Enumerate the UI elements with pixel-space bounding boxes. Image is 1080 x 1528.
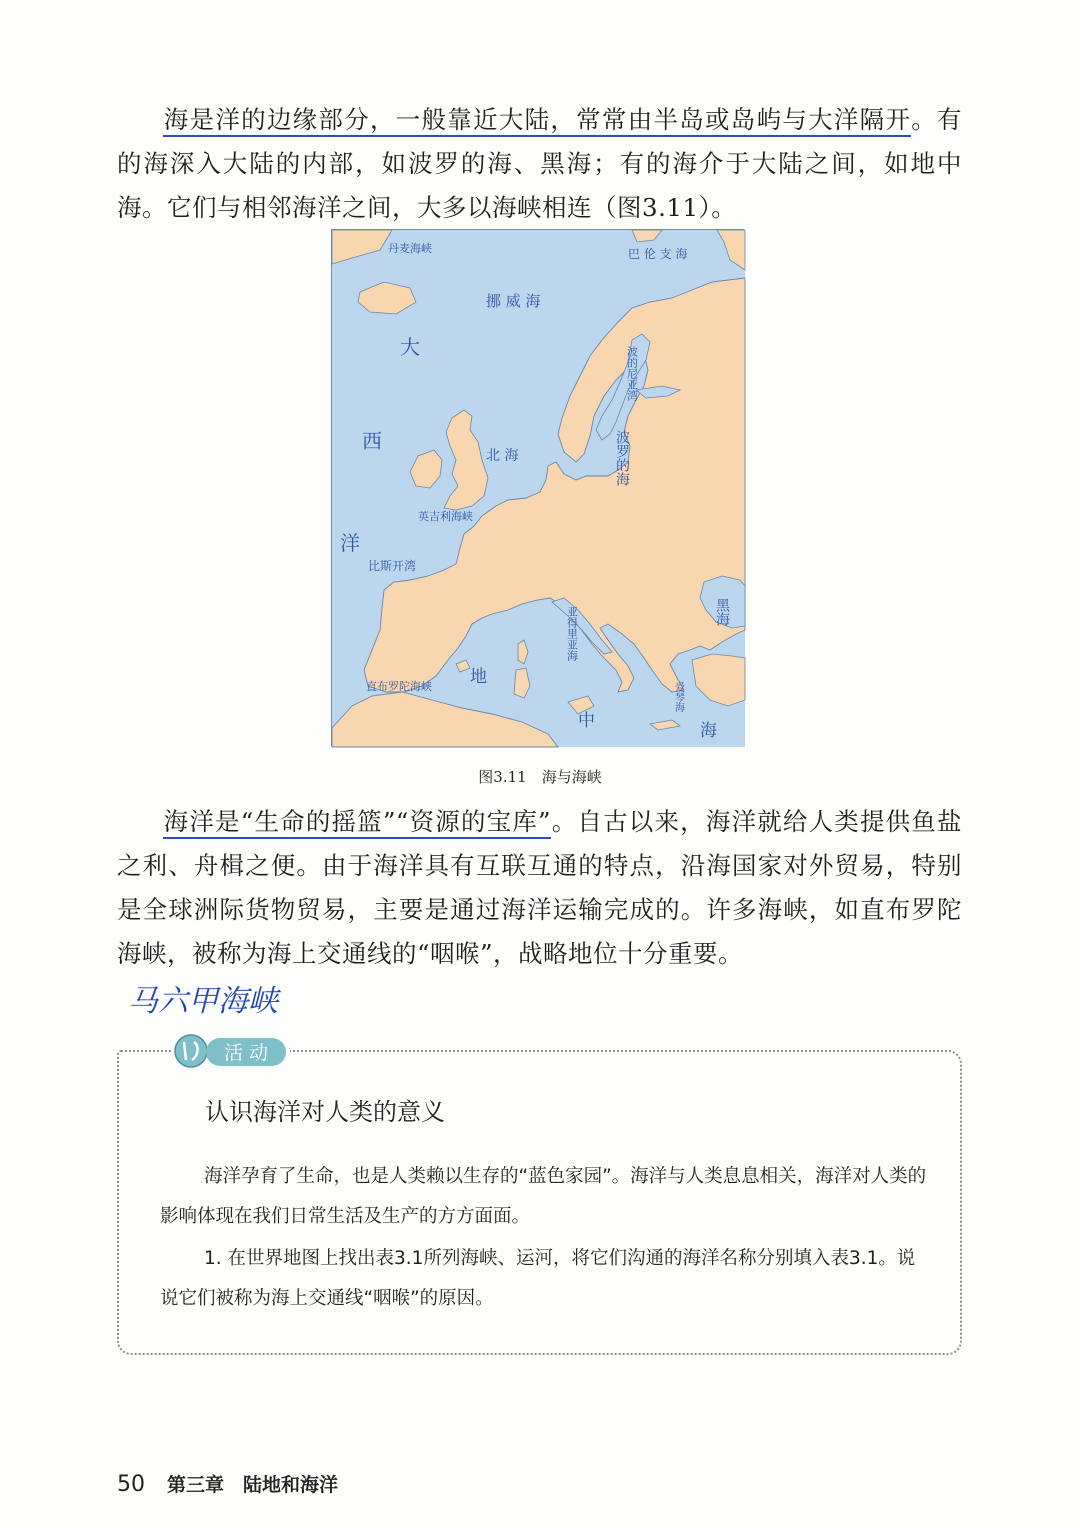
page-footer [117, 1470, 338, 1497]
map-label-north-sea: 北 海 [486, 448, 519, 464]
handwritten-text: 马六甲海峡 [128, 984, 278, 1019]
map-label-english-channel: 英吉利海峡 [418, 510, 473, 523]
paragraph-text: 。自古以来，海洋就给人类提供鱼盐之利、舟楫之便。由于海洋具有互联互通的特点，沿海国家对外贸易，特别是全球洲际货物贸易，主要是通过海洋运输完成的。许多海峡，如直布罗陀海峡，被称为海上交通线的“咽喉”，战略地位十分重要。 [117, 807, 962, 968]
page-number: 50 [117, 1472, 145, 1497]
map-label-denmark-strait: 丹麦海峡 [388, 242, 432, 255]
map-label-gulf-of-bothnia: 波的尼亚湾 [625, 346, 639, 401]
chapter-title: 第三章 陆地和海洋 [167, 1474, 339, 1496]
map-label-bay-of-biscay: 比斯开湾 [368, 559, 417, 573]
activity-badge-label: 活 动 [223, 1042, 269, 1064]
map-label-atlantic-da: 大 [400, 335, 420, 359]
map-label-strait-of-gibraltar: 直布罗陀海峡 [366, 680, 432, 693]
paragraph-sea-definition [117, 98, 962, 230]
activity-paragraph-1-text: 海洋孕育了生命，也是人类赖以生存的“蓝色家园”。海洋与人类息息相关，海洋对人类的影响体现在我们日常生活及生产的方方面面。 [160, 1166, 927, 1227]
activity-paragraph-1 [160, 1157, 928, 1237]
map-label-barents-sea: 巴 伦 支 海 [628, 247, 688, 261]
paragraph-text: 。有的海深入大陆的内部，如波罗的海、黑海；有的海介于大陆之间，如地中海。它们与相邻海洋之间，大多以海峡相连（图3.11）。 [117, 105, 963, 222]
activity-paragraph-2 [160, 1239, 928, 1319]
map-label-aegean-sea: 爱琴海 [672, 682, 684, 712]
figure-caption: 图3.11 海与海峡 [478, 768, 602, 786]
map-label-atlantic-xi: 西 [362, 429, 382, 453]
activity-title: 认识海洋对人类的意义 [205, 1098, 445, 1126]
map-label-med-hai: 海 [700, 721, 717, 741]
map-label-norwegian-sea: 挪 威 海 [486, 292, 541, 310]
underlined-sentence: 海是洋的边缘部分，一般靠近大陆，常常由半岛或岛屿与大洋隔开 [163, 105, 911, 137]
underlined-sentence: 海洋是“生命的摇篮”“资源的宝库” [163, 807, 551, 839]
paragraph-ocean-importance [117, 800, 962, 976]
map-label-baltic-sea: 波罗的海 [614, 430, 630, 486]
map-label-black-sea: 黑海 [714, 598, 730, 626]
europe-sea-strait-map [331, 229, 744, 746]
map-label-med-di: 地 [470, 667, 487, 687]
map-label-adriatic-sea: 亚得里亚海 [565, 606, 579, 661]
map-label-atlantic-yang: 洋 [340, 531, 360, 555]
activity-badge [172, 1032, 290, 1070]
activity-paragraph-2-text: 1. 在世界地图上找出表3.1所列海峡、运河，将它们沟通的海洋名称分别填入表3.1。说说它们被称为海上交通线“咽喉”的原因。 [160, 1248, 916, 1309]
map-label-med-zhong: 中 [578, 711, 595, 731]
handwritten-note [128, 975, 278, 1029]
